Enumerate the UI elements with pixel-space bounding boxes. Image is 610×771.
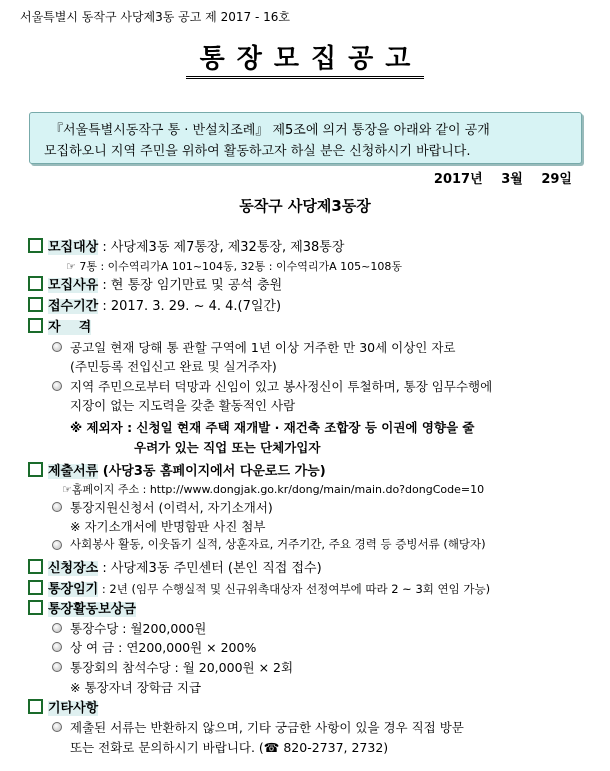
section-label: 제출서류 [48, 464, 99, 479]
date-month: 3월 [501, 172, 523, 187]
qual-item-2b: 지장이 없는 지도력을 갖춘 활동적인 사람 [70, 398, 296, 413]
qual-item-2a: 지역 주민으로부터 덕망과 신임이 있고 봉사정신이 투철하며, 통장 임무수행에 [70, 379, 493, 394]
etc-item-1a: 제출된 서류는 반환하지 않으며, 기타 궁금한 사항이 있을 경우 직접 방문 [70, 720, 464, 735]
title-text: 통장모집공고 [186, 44, 425, 79]
checkbox-icon [28, 600, 43, 615]
section-place [48, 557, 322, 576]
document-number: 서울특별시 동작구 사당제3동 공고 제 2017 - 16호 [20, 10, 290, 24]
bullet-icon [52, 502, 62, 512]
section-label: 신청장소 [48, 561, 99, 576]
page-title [0, 38, 610, 75]
bullet-icon [52, 540, 62, 550]
section-label: 통장활동보상금 [48, 602, 136, 617]
section-text: : 현 통장 임기만료 및 공석 충원 [98, 278, 283, 293]
pay-item-2: 상 여 금 : 연200,000원 × 200% [70, 640, 257, 655]
notice-line-2: 모집하오니 지역 주민을 위하여 활동하고자 하실 분은 신청하시기 바랍니다. [44, 144, 471, 159]
checkbox-icon [28, 699, 43, 714]
section-reason [48, 274, 282, 293]
section-label: 모집사유 [48, 278, 99, 293]
section-text: (사당3동 홈페이지에서 다운로드 가능) [98, 464, 326, 479]
bullet-icon [52, 722, 62, 732]
qual-item-1b: (주민등록 전입신고 완료 및 실거주자) [70, 359, 277, 374]
checkbox-icon [28, 559, 43, 574]
date-day: 29일 [541, 172, 572, 187]
pay-item-1: 통장수당 : 월200,000원 [70, 621, 207, 636]
issuing-org: 동작구 사당제3동장 [239, 197, 371, 215]
section-text: : 2년 (임무 수행실적 및 신규위촉대상자 선정여부에 따라 2 ~ 3회 연임 가능) [98, 582, 491, 596]
section-compensation [48, 598, 136, 617]
section-label: 기타사항 [48, 701, 99, 716]
checkbox-icon [28, 580, 43, 595]
section-label: 통장임기 [48, 582, 99, 597]
section-text: : 사당제3동 주민센터 (본인 직접 접수) [98, 561, 322, 576]
section-etc [48, 697, 98, 716]
etc-item-1b: 또는 전화로 문의하시기 바랍니다. (☎ 820-2737, 2732) [70, 740, 389, 755]
bullet-icon [52, 342, 62, 352]
qual-exclusion-2: 우려가 있는 직업 또는 단체가입자 [134, 440, 321, 455]
checkbox-icon [28, 318, 43, 333]
qual-exclusion-1: ※ 제외자 : 신청일 현재 주택 재개발 · 재건축 조합장 등 이권에 영향을 줄 [70, 420, 475, 435]
bullet-icon [52, 381, 62, 391]
checkbox-icon [28, 238, 43, 253]
docs-item-1: 통장지원신청서 (이력서, 자기소개서) [70, 500, 273, 515]
docs-note: ※ 자기소개서에 반명함판 사진 첨부 [70, 519, 266, 534]
section-text: : 2017. 3. 29. ~ 4. 4.(7일간) [98, 299, 282, 314]
pay-note: ※ 통장자녀 장학금 지급 [70, 680, 202, 695]
recruit-detail: ☞ 7통 : 이수역리가A 101~104동, 32통 : 이수역리가A 105~108동 [66, 260, 402, 273]
bullet-icon [52, 662, 62, 672]
date-year: 2017년 [433, 172, 483, 187]
section-recruit [48, 236, 344, 255]
pay-item-3: 통장회의 참석수당 : 월 20,000원 × 2회 [70, 660, 294, 675]
section-term [48, 578, 490, 597]
section-qualification [48, 316, 91, 335]
docs-item-2: 사회봉사 활동, 이웃돕기 실적, 상훈자료, 거주기간, 주요 경력 등 증빙서류 (해당자) [70, 537, 486, 551]
announcement-date [420, 168, 572, 187]
section-label: 자 격 [48, 320, 92, 335]
homepage-url: ☞홈페이지 주소 : http://www.dongjak.go.kr/dong/main/main.do?dongCode=10 [62, 483, 485, 496]
bullet-icon [52, 642, 62, 652]
section-text: : 사당제3동 제7통장, 제32통장, 제38통장 [98, 240, 345, 255]
section-period [48, 295, 281, 314]
section-label: 모집대상 [48, 240, 99, 255]
bullet-icon [52, 623, 62, 633]
notice-line-1: 『서울특별시동작구 통 · 반설치조례』 제5조에 의거 통장을 아래와 같이 공개 [50, 123, 490, 138]
checkbox-icon [28, 462, 43, 477]
checkbox-icon [28, 276, 43, 291]
section-label: 접수기간 [48, 299, 99, 314]
qual-item-1a: 공고일 현재 당해 통 관할 구역에 1년 이상 거주한 만 30세 이상인 자로 [70, 340, 456, 355]
section-documents [48, 460, 326, 479]
checkbox-icon [28, 297, 43, 312]
notice-box [29, 112, 582, 164]
